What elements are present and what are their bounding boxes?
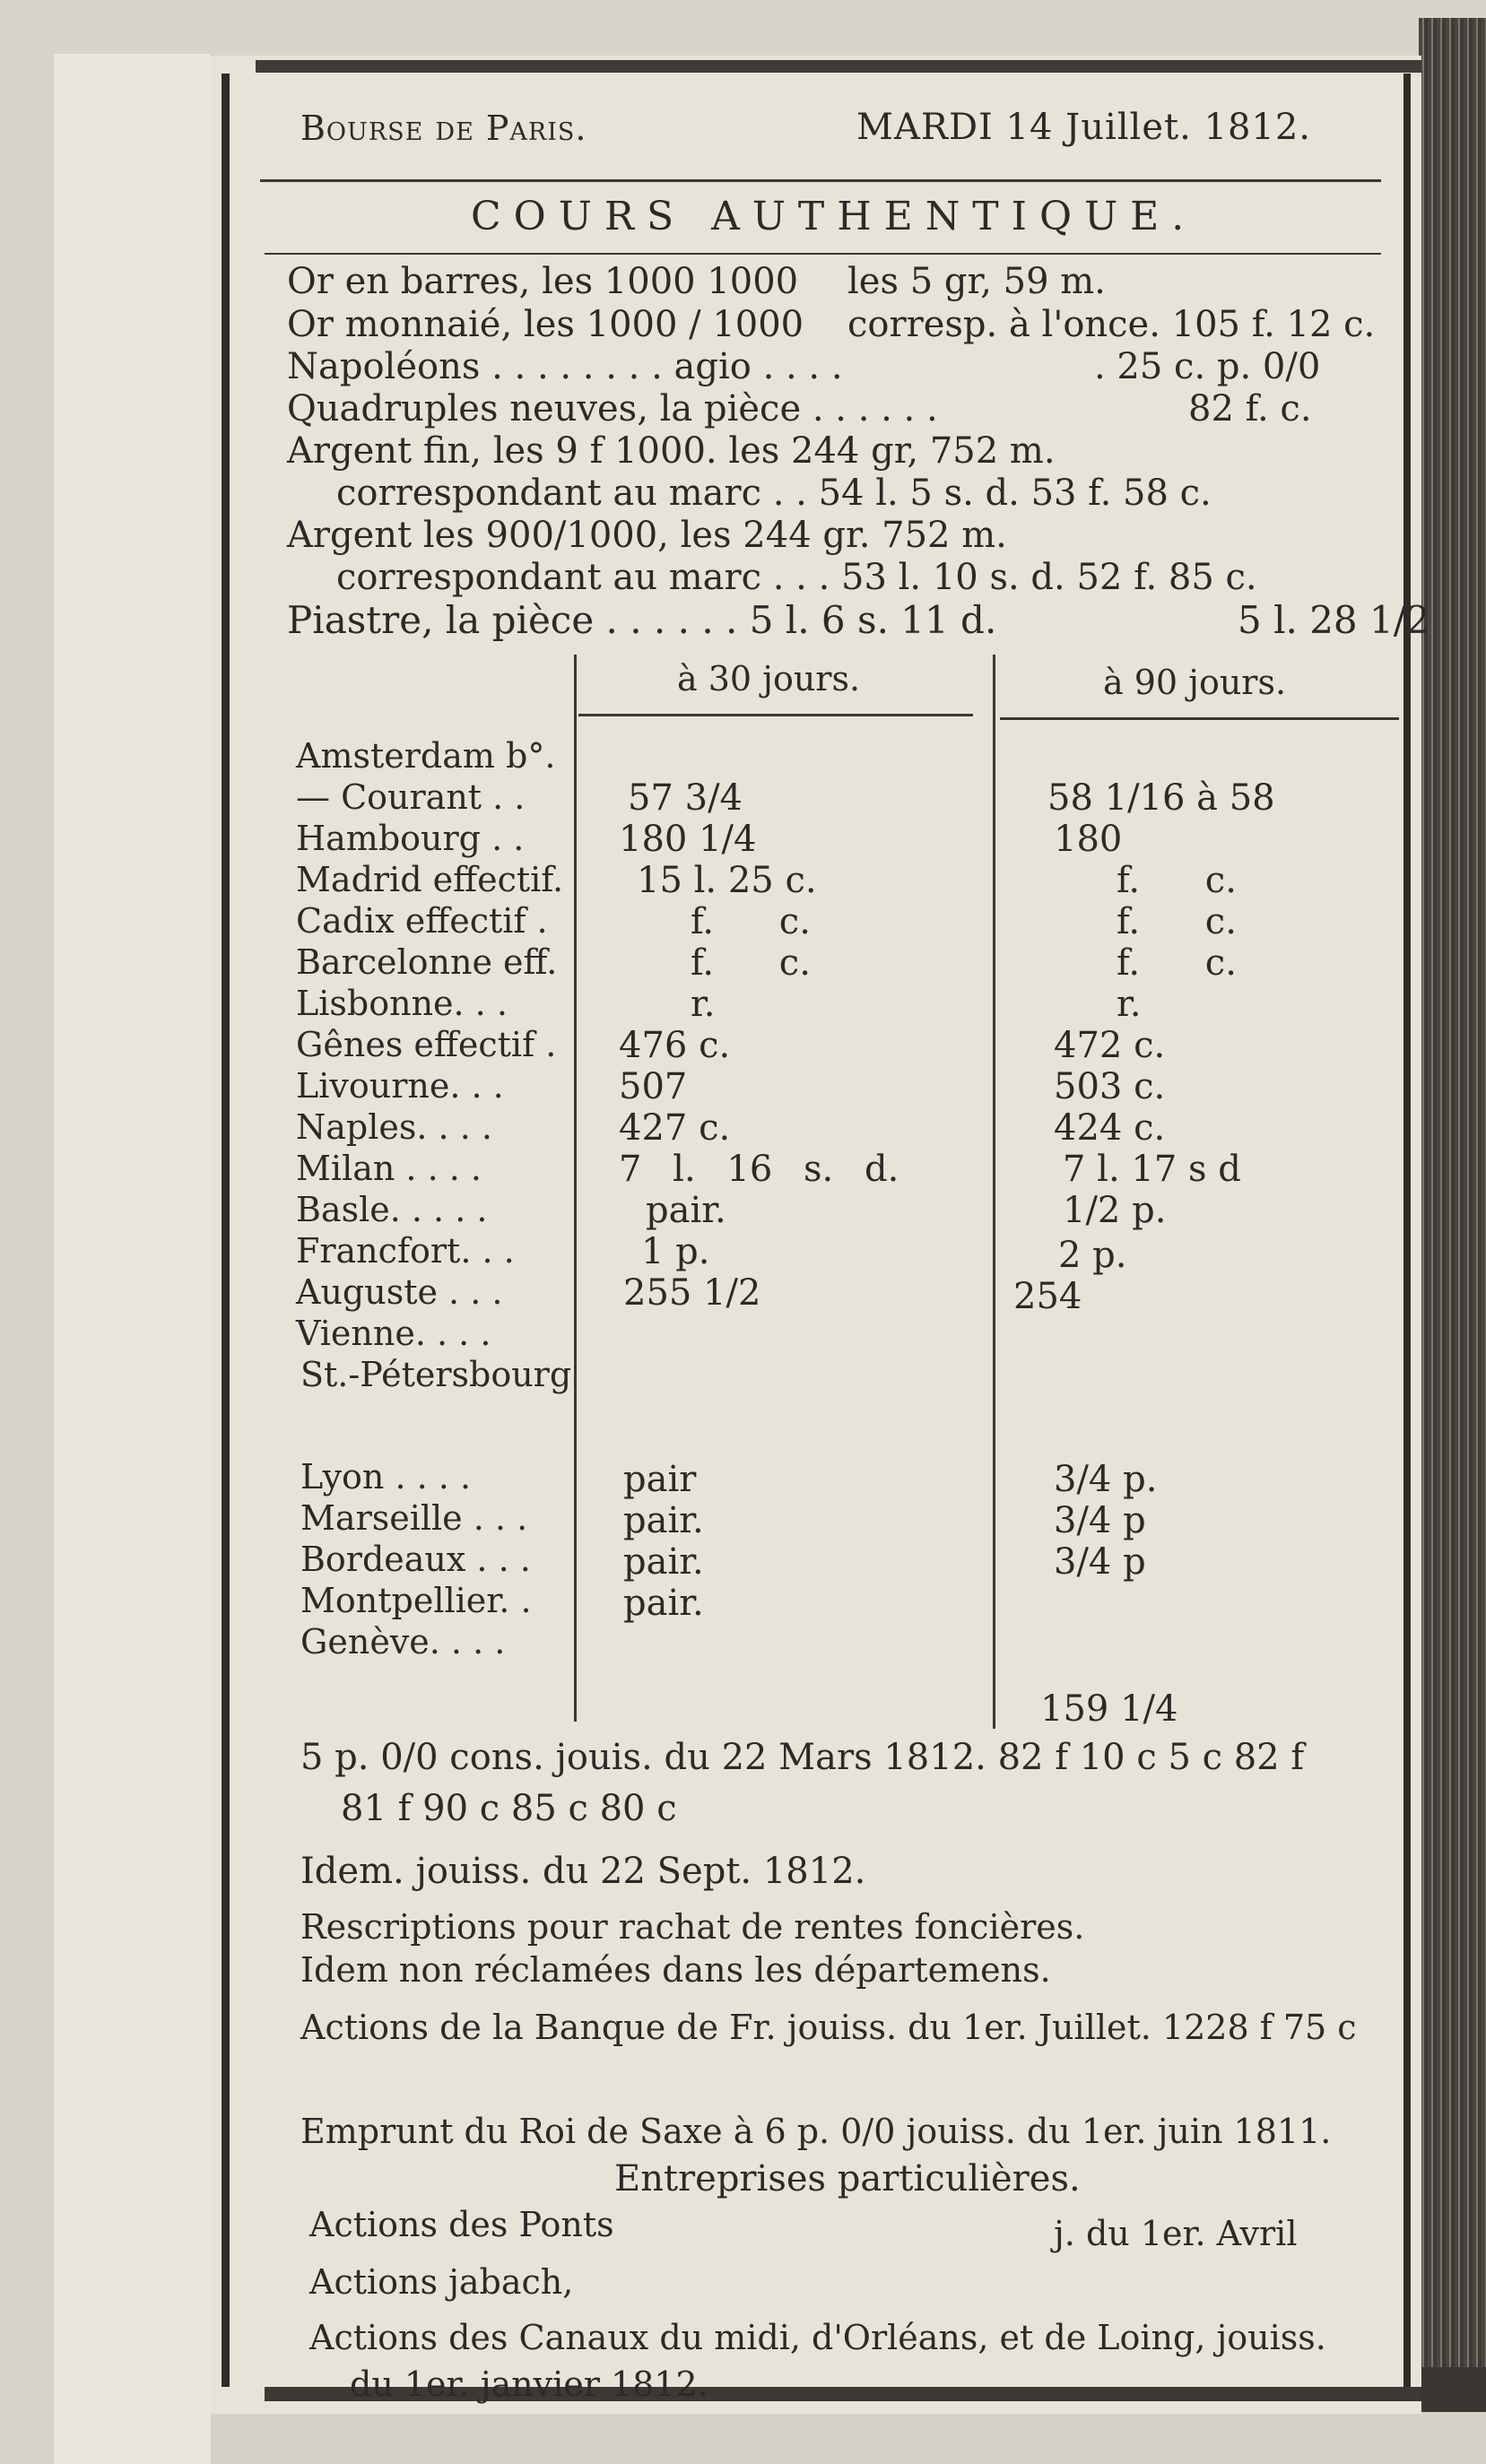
rate-90: 503 c. <box>1054 1066 1166 1107</box>
metal-label: Or en barres, les 1000 1000 <box>287 261 799 302</box>
rate-30: 476 c. <box>619 1025 731 1066</box>
metal-label: Piastre, la pièce . . . . . . 5 l. 6 s. 11 d. <box>287 598 997 642</box>
metal-label: correspondant au marc . . . 53 l. 10 s. d. 52 f. 85 c. <box>336 557 1257 598</box>
banque-line: Actions de la Banque de Fr. jouiss. du 1er. Juillet. 1228 f 75 c <box>300 2008 1357 2047</box>
city-label: Naples. . . . <box>296 1107 492 1147</box>
rule <box>265 253 1381 255</box>
rate-90: f. c. <box>1117 942 1237 984</box>
rate-30: f. c. <box>691 942 811 984</box>
frame-left-rule <box>222 74 230 2387</box>
rate-30: 255 1/2 <box>623 1272 761 1314</box>
rule <box>260 179 1381 182</box>
rate-30: 507 <box>619 1066 688 1107</box>
rate-30: pair <box>623 1459 697 1500</box>
rate-30: pair. <box>646 1190 726 1231</box>
header-90-days: à 90 jours. <box>1103 663 1287 702</box>
rate-90: f. c. <box>1117 860 1237 901</box>
header-right: MARDI 14 Juillet. 1812. <box>856 107 1312 148</box>
rate-90: f. c. <box>1117 901 1237 942</box>
entreprises-title: Entreprises particulières. <box>614 2158 1081 2199</box>
rate-30: 57 3/4 <box>628 777 743 819</box>
city-label: Marseille . . . <box>300 1498 528 1538</box>
ponts-value: j. du 1er. Avril <box>1054 2214 1298 2253</box>
header-left: Bourse de Paris. <box>300 108 587 148</box>
rate-30: pair. <box>623 1541 704 1583</box>
city-label: — Courant . . <box>296 777 526 817</box>
document-page <box>211 56 1430 2414</box>
rate-90: 7 l. 17 s d <box>1063 1149 1241 1190</box>
city-label: Genève. . . . <box>300 1622 506 1661</box>
page-edges <box>1419 18 1486 2367</box>
rate-90: r. <box>1117 984 1142 1025</box>
city-label: Bordeaux . . . <box>300 1540 531 1579</box>
city-label: Cadix effectif . <box>296 901 548 941</box>
metal-label: Napoléons . . . . . . . . agio . . . . <box>287 346 843 387</box>
column-rule <box>993 655 995 1729</box>
metal-value: les 5 gr, 59 m. <box>847 261 1106 302</box>
city-label: Auguste . . . <box>296 1272 503 1312</box>
ponts-label: Actions des Ponts <box>309 2205 614 2244</box>
city-label: Vienne. . . . <box>296 1314 491 1353</box>
rate-90: 159 1/4 <box>1040 1688 1178 1730</box>
emprunt-line: Emprunt du Roi de Saxe à 6 p. 0/0 jouiss. du 1er. juin 1811. <box>300 2112 1332 2151</box>
metal-label: Quadruples neuves, la pièce . . . . . . <box>287 388 938 429</box>
city-label: Barcelonne eff. <box>296 942 558 982</box>
rate-90: 424 c. <box>1054 1107 1166 1149</box>
metal-value: 5 l. 28 1/2 <box>1238 598 1430 642</box>
metal-label: correspondant au marc . . 54 l. 5 s. d. 53 f. 58 c. <box>336 473 1212 514</box>
city-label: Gênes effectif . <box>296 1025 557 1064</box>
frame-top-rule <box>256 60 1421 73</box>
idem-non-line: Idem non réclamées dans les départemens. <box>300 1950 1051 1990</box>
jabach-line: Actions jabach, <box>309 2262 574 2302</box>
frame-right-rule <box>1403 74 1411 2396</box>
city-label: Francfort. . . <box>296 1231 515 1271</box>
scan-background-top <box>0 0 1486 63</box>
rate-90: 2 p. <box>1058 1235 1127 1276</box>
rate-30: 180 1/4 <box>619 819 757 860</box>
city-label: Madrid effectif. <box>296 860 564 899</box>
scan-background-bottom <box>211 2412 1486 2464</box>
city-label: Hambourg . . <box>296 819 525 858</box>
rate-90: 3/4 p <box>1054 1541 1146 1583</box>
city-label: Montpellier. . <box>300 1581 532 1620</box>
rescriptions-line: Rescriptions pour rachat de rentes foncières. <box>300 1907 1085 1947</box>
metal-value: . 25 c. p. 0/0 <box>1094 346 1321 387</box>
metal-value: 82 f. c. <box>1188 388 1312 429</box>
rule <box>1000 717 1399 720</box>
rate-30: pair. <box>623 1583 704 1624</box>
city-label: Milan . . . . <box>296 1149 482 1188</box>
rate-90: 472 c. <box>1054 1025 1166 1066</box>
city-label: Amsterdam b°. <box>296 736 556 776</box>
canaux-line: du 1er. janvier 1812. <box>350 2364 708 2404</box>
rate-90: 3/4 p. <box>1054 1459 1158 1500</box>
city-label: Livourne. . . <box>296 1066 504 1106</box>
rente-line: 81 f 90 c 85 c 80 c <box>341 1788 677 1829</box>
rate-90: 58 1/16 à 58 <box>1047 777 1275 819</box>
rate-30: 427 c. <box>619 1107 731 1149</box>
facing-page <box>54 54 213 2464</box>
metal-label: Or monnaié, les 1000 / 1000 <box>287 304 804 345</box>
column-rule <box>574 655 577 1722</box>
header-30-days: à 30 jours. <box>677 659 861 698</box>
rate-30: pair. <box>623 1500 704 1541</box>
idem-line: Idem. jouiss. du 22 Sept. 1812. <box>300 1851 866 1892</box>
metal-value: corresp. à l'once. 105 f. 12 c. <box>847 304 1376 345</box>
canaux-line: Actions des Canaux du midi, d'Orléans, et de Loing, jouiss. <box>309 2318 1326 2357</box>
rule <box>578 714 973 716</box>
city-label: Lisbonne. . . <box>296 984 508 1023</box>
rate-30: 7 l. 16 s. d. <box>619 1149 899 1190</box>
rate-90: 180 <box>1054 819 1123 860</box>
rate-90: 3/4 p <box>1054 1500 1146 1541</box>
rate-30: 1 p. <box>641 1231 710 1272</box>
section-title: COURS AUTHENTIQUE. <box>471 194 1197 239</box>
rate-30: r. <box>691 984 716 1025</box>
book-binding <box>0 0 54 2464</box>
city-label: St.-Pétersbourg <box>300 1355 572 1394</box>
rate-30: 15 l. 25 c. <box>637 860 817 901</box>
metal-label: Argent les 900/1000, les 244 gr. 752 m. <box>287 515 1007 556</box>
rente-line: 5 p. 0/0 cons. jouis. du 22 Mars 1812. 82 f 10 c 5 c 82 f <box>300 1737 1305 1778</box>
rate-30: f. c. <box>691 901 811 942</box>
city-label: Lyon . . . . <box>300 1457 472 1497</box>
rate-90: 1/2 p. <box>1063 1190 1167 1231</box>
city-label: Basle. . . . . <box>296 1190 488 1229</box>
rate-90: 254 <box>1013 1276 1082 1317</box>
metal-label: Argent fin, les 9 f 1000. les 244 gr, 752 m. <box>287 430 1056 472</box>
